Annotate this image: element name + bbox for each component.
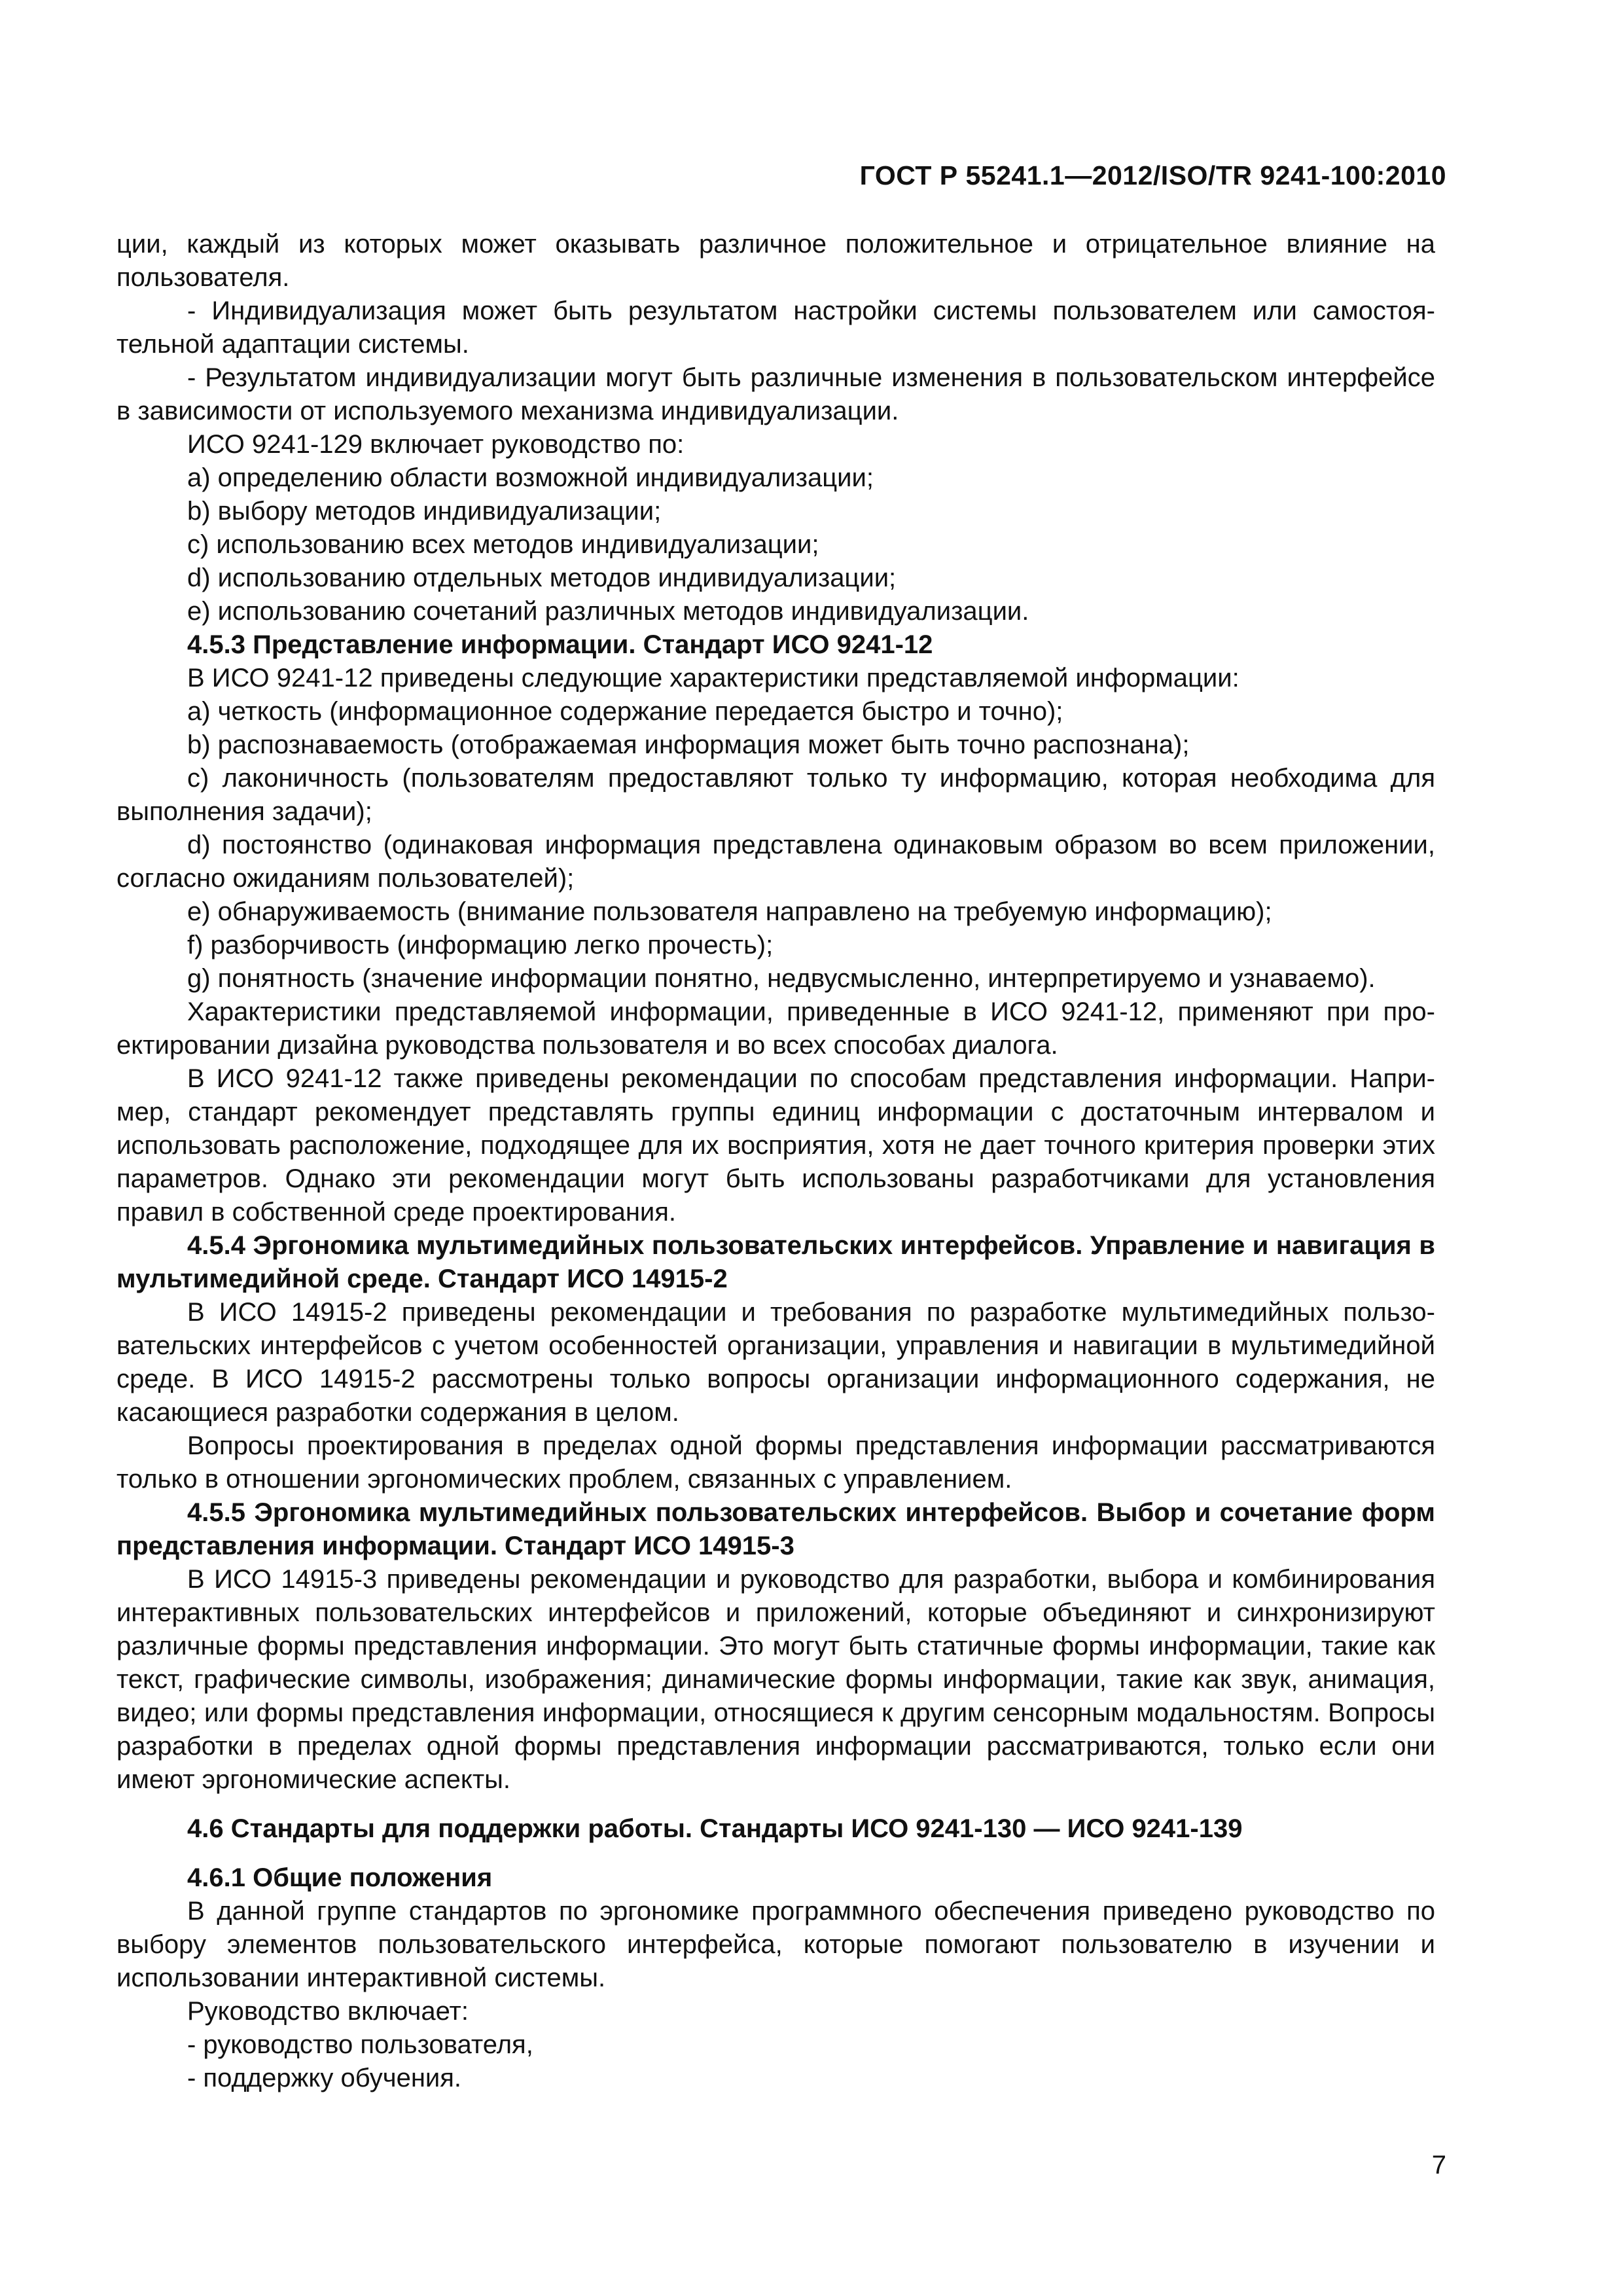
list-item: g) понятность (значение информации понятно, недвусмысленно, интерпретируемо и узнаваемо).: [187, 964, 1376, 993]
list-item: а) определению области возможной индивидуализации;: [187, 463, 874, 492]
paragraph: Вопросы проектирования в пределах одной формы представления информации рассматриваются только в отношении эргономических проблем, связанных с управлением.: [116, 1431, 1435, 1494]
page-body: [116, 228, 1435, 2095]
paragraph: В ИСО 14915-2 приведены рекомендации и требования по разработке мультимедийных пользовательских интерфейсов с учетом особенностей организации, управления и навигации в мультимедийной среде. В ИСО 14915-2 рассмотрены только вопросы организации информационного содержания, не касающиеся разработки содержания в целом.: [116, 1298, 1435, 1427]
paragraph: В ИСО 9241-12 приведены следующие характеристики представляемой информации:: [187, 664, 1240, 692]
list-item: с) использованию всех методов индивидуализации;: [187, 530, 819, 559]
paragraph-continuation: ции, каждый из которых может оказывать различное положительное и отрицательное влияние на пользователя.: [116, 230, 1435, 292]
list-item-dash: - руководство пользователя,: [187, 2030, 533, 2059]
paragraph: Руководство включает:: [187, 1997, 469, 2026]
list-item: с) лаконичность (пользователям предоставляют только ту информацию, которая необходима для выполнения задачи);: [116, 764, 1435, 826]
paragraph: В ИСО 14915-3 приведены рекомендации и руководство для разработки, выбора и комбинирования интерактивных пользовательских интерфейсов и приложений, которые объединяют и синхронизируют различные формы представления информации. Это могут быть статичные формы информации, такие как текст, графические символы, изображения; динамические формы информации, такие как звук, анимация, видео; или формы представления информации, относящиеся к другим сенсорным модальностям. Вопросы разработки в пределах одной формы представления информации рассматриваются, только если они имеют эргономические аспекты.: [116, 1565, 1435, 1794]
paragraph: ИСО 9241-129 включает руководство по:: [187, 430, 685, 459]
paragraph: В ИСО 9241-12 также приведены рекомендации по способам представления информации. Например, стандарт рекомендует представлять группы единиц информации с достаточным интервалом и использовать расположение, подходящее для их восприятия, хотя не дает точного критерия проверки этих параметров. Однако эти рекомендации могут быть использованы разработчиками для установления правил в собственной среде проектирования.: [116, 1064, 1435, 1227]
paragraph: Характеристики представляемой информации, приведенные в ИСО 9241-12, применяют при проектировании дизайна руководства пользователя и во всех способах диалога.: [116, 997, 1435, 1060]
section-heading-4-5-4: 4.5.4 Эргономика мультимедийных пользовательских интерфейсов. Управление и навигация в мультимедийной среде. Стандарт ИСО 14915-2: [116, 1231, 1435, 1293]
list-item: а) четкость (информационное содержание передается быстро и точно);: [187, 697, 1063, 726]
section-heading-4-6: 4.6 Стандарты для поддержки работы. Стандарты ИСО 9241-130 — ИСО 9241-139: [187, 1814, 1243, 1843]
section-heading-4-5-5: 4.5.5 Эргономика мультимедийных пользовательских интерфейсов. Выбор и сочетание форм представления информации. Стандарт ИСО 14915-3: [116, 1498, 1435, 1560]
list-item: d) постоянство (одинаковая информация представлена одинаковым образом во всем приложении, согласно ожиданиям пользователей);: [116, 831, 1435, 893]
list-item: b) выбору методов индивидуализации;: [187, 497, 662, 526]
page-number: 7: [1431, 2151, 1446, 2179]
list-item-dash: - Результатом индивидуализации могут быть различные изменения в пользовательском интерфейсе в зависимости от используемого механизма индивидуализации.: [116, 363, 1435, 425]
section-heading-4-6-1: 4.6.1 Общие положения: [187, 1863, 493, 1892]
list-item: е) обнаруживаемость (внимание пользователя направлено на требуемую информацию);: [187, 897, 1272, 926]
document-code-header: ГОСТ Р 55241.1—2012/ISO/TR 9241-100:2010: [859, 160, 1446, 190]
list-item: е) использованию сочетаний различных методов индивидуализации.: [187, 597, 1029, 626]
list-item-dash: - Индивидуализация может быть результатом настройки системы пользователем или самостоятельной адаптации системы.: [116, 296, 1435, 359]
list-item: d) использованию отдельных методов индивидуализации;: [187, 564, 897, 592]
list-item: f) разборчивость (информацию легко прочесть);: [187, 931, 774, 960]
list-item-dash: - поддержку обучения.: [187, 2064, 462, 2092]
list-item: b) распознаваемость (отображаемая информация может быть точно распознана);: [187, 730, 1190, 759]
paragraph: В данной группе стандартов по эргономике программного обеспечения приведено руководство по выбору элементов пользовательского интерфейса, которые помогают пользователю в изучении и использовании интерактивной системы.: [116, 1897, 1435, 1992]
section-heading-4-5-3: 4.5.3 Представление информации. Стандарт ИСО 9241-12: [187, 630, 933, 659]
